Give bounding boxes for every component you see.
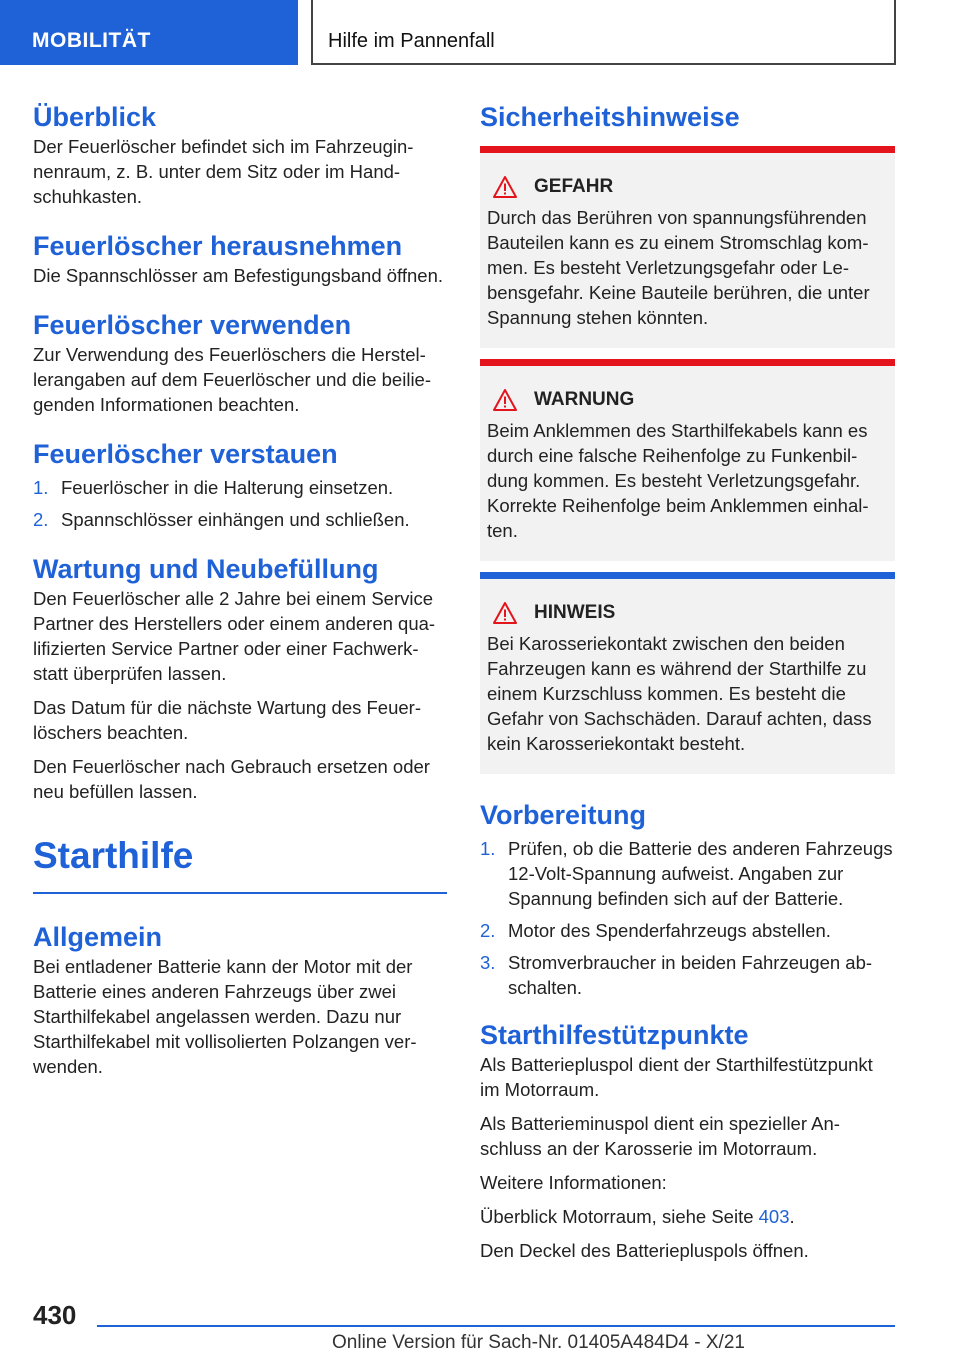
list-item: [33, 475, 447, 500]
reference-end: .: [789, 1206, 795, 1227]
list-item: [480, 836, 895, 911]
notices: [480, 146, 895, 774]
notice-bar: [480, 146, 895, 153]
paragraph-wartung-1: Den Feuerlöscher alle 2 Jahre bei einem Service Partner des Herstellers oder einem anderen qualifizierten Service Partner oder einer Fachwerkstatt überprüfen lassen.: [33, 588, 436, 684]
warning-triangle-icon: [492, 388, 518, 412]
chapter-title-box: [311, 0, 896, 65]
section-label: MOBILITÄT: [32, 29, 151, 52]
footer-text: Online Version für Sach-Nr. 01405A484D4 - X/21: [332, 1332, 745, 1353]
list-item: [33, 507, 447, 532]
notice-gefahr: [480, 146, 895, 348]
notice-label: WARNUNG: [534, 389, 635, 410]
notice-label: HINWEIS: [534, 602, 616, 623]
notice-bar: [480, 359, 895, 366]
reference-text: Überblick Motorraum, siehe Seite: [480, 1206, 759, 1227]
step-text: Stromverbraucher in beiden Fahrzeugen abschalten.: [508, 952, 873, 998]
paragraph-stuetz-5: Den Deckel des Batteriepluspols öffnen.: [480, 1240, 809, 1261]
heading-wartung: Wartung und Neubefüllung: [33, 554, 379, 584]
section-tab: [0, 0, 298, 65]
paragraph-wartung-2: Das Datum für die nächste Wartung des Feuerlöschers beachten.: [33, 697, 421, 743]
heading-sicherheitshinweise: Sicherheitshinweise: [480, 102, 740, 132]
paragraph-wartung-3: Den Feuerlöscher nach Gebrauch ersetzen oder neu befüllen lassen.: [33, 756, 430, 802]
vorbereitung-steps: [480, 836, 895, 1000]
paragraph-herausnehmen: Die Spannschlösser am Befestigungsband öffnen.: [33, 265, 444, 286]
step-text: Prüfen, ob die Batterie des anderen Fahrzeugs 12-Volt-Spannung aufweist. Angaben zur Spannung befinden sich auf der Batterie.: [508, 838, 893, 909]
step-text: Spannschlösser einhängen und schließen.: [61, 509, 410, 530]
list-item: [480, 950, 895, 1000]
paragraph-stuetz-2: Als Batterieminuspol dient ein spezieller Anschluss an der Karosserie im Motorraum.: [480, 1113, 840, 1159]
notice-text: Bei Karosseriekontakt zwischen den beiden Fahrzeugen kann es während der Starthilfe zu einem Kurzschluss kommen. Es besteht die Gefahr von Sachschäden. Darauf achten, dass kein Karosseriekontakt besteht.: [487, 633, 872, 754]
paragraph-verwenden: Zur Verwendung des Feuerlöschers die Herstellerangaben auf dem Feuerlöscher und die beiliegenden Informationen beachten.: [33, 344, 432, 415]
step-text: Motor des Spenderfahrzeugs abstellen.: [508, 920, 831, 941]
section-rule: [33, 892, 447, 894]
page-reference-link[interactable]: 403: [758, 1206, 790, 1227]
paragraph-allgemein: Bei entladener Batterie kann der Motor mit der Batterie eines anderen Fahrzeugs über zwei Starthilfekabel angelassen werden. Dazu nur Starthilfekabel mit vollisolierten Polzangen verwenden.: [33, 956, 417, 1077]
verstauen-steps: [33, 475, 447, 532]
heading-verstauen: Feuerlöscher verstauen: [33, 439, 338, 469]
heading-verwenden: Feuerlöscher verwenden: [33, 310, 352, 340]
heading-herausnehmen: Feuerlöscher herausnehmen: [33, 231, 403, 261]
page-number: 430: [33, 1300, 77, 1330]
paragraph-stuetz-3: Weitere Informationen:: [480, 1172, 667, 1193]
notice-warnung: [480, 359, 895, 561]
heading-allgemein: Allgemein: [33, 922, 163, 952]
heading-ueberblick: Überblick: [33, 102, 157, 132]
notice-text: Beim Anklemmen des Starthilfekabels kann es durch eine falsche Reihenfolge zu Funkenbildung kommen. Es besteht Verletzungsgefahr. Korrekte Reihenfolge beim Anklemmen einhalten.: [487, 420, 869, 541]
footer-rule: [97, 1325, 895, 1327]
step-number: 2.: [480, 920, 496, 941]
step-number: 2.: [33, 509, 49, 530]
left-column: [33, 100, 447, 1079]
step-number: 1.: [480, 838, 496, 859]
right-column: [480, 100, 895, 1263]
heading-starthilfestuetzpunkte: Starthilfestützpunkte: [480, 1020, 749, 1050]
notice-bar: [480, 572, 895, 579]
notice-label: GEFAHR: [534, 176, 614, 197]
heading-starthilfe: Starthilfe: [33, 835, 194, 876]
notice-hinweis: [480, 572, 895, 774]
heading-vorbereitung: Vorbereitung: [480, 800, 647, 830]
notice-text: Durch das Berühren von spannungsführenden Bauteilen kann es zu einem Stromschlag kommen. Es besteht Verletzungsgefahr oder Lebensgefahr. Keine Bauteile berühren, die unter Spannung stehen könnten.: [487, 207, 870, 328]
list-item: [480, 918, 895, 943]
step-number: 1.: [33, 477, 49, 498]
warning-triangle-icon: [492, 601, 518, 625]
paragraph-ueberblick: Der Feuerlöscher befindet sich im Fahrzeuginnenraum, z. B. unter dem Sitz oder im Handschuhkasten.: [33, 136, 414, 207]
paragraph-stuetz-4: [480, 1204, 895, 1229]
step-text: Feuerlöscher in die Halterung einsetzen.: [61, 477, 394, 498]
chapter-title: Hilfe im Pannenfall: [328, 30, 495, 52]
paragraph-stuetz-1: Als Batteriepluspol dient der Starthilfestützpunkt im Motorraum.: [480, 1054, 873, 1100]
warning-triangle-icon: [492, 175, 518, 199]
step-number: 3.: [480, 952, 496, 973]
